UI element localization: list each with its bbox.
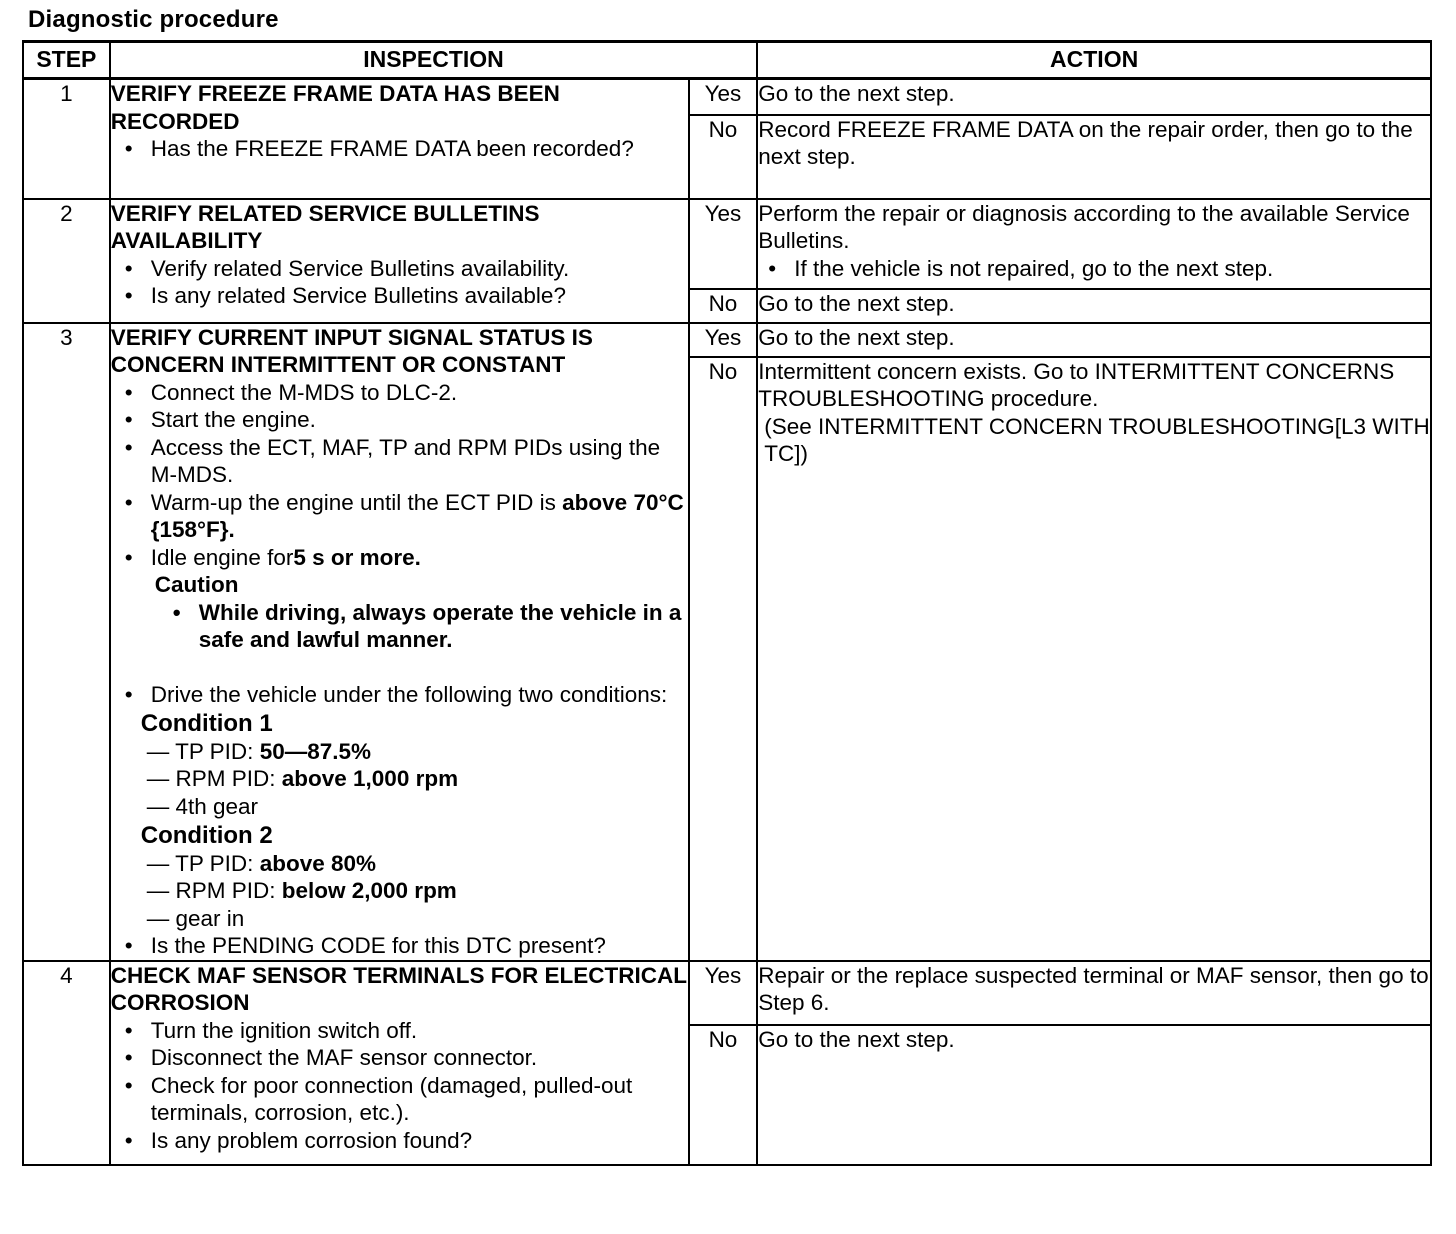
inspection-bullet: • Disconnect the MAF sensor connector.: [123, 1044, 688, 1072]
step-4-yes-row: [23, 961, 1431, 1025]
step-title: VERIFY CURRENT INPUT SIGNAL STATUS IS CONCERN INTERMITTENT OR CONSTANT: [110, 324, 593, 377]
yes-label: Yes: [689, 323, 758, 357]
condition-1-tp: — TP PID: 50—87.5%: [146, 738, 372, 764]
header-step: STEP: [23, 42, 110, 79]
yes-action: Go to the next step.: [757, 79, 1431, 115]
header-action: ACTION: [757, 42, 1431, 79]
inspection-bullet-final: • Is the PENDING CODE for this DTC present?: [123, 932, 688, 960]
yes-action-subitem: [758, 255, 1430, 283]
step-3-yes-row: [23, 323, 1431, 357]
condition-1-rpm: — RPM PID: above 1,000 rpm: [146, 766, 459, 791]
step-2-yes-row: [23, 199, 1431, 289]
yes-action: Go to the next step.: [757, 323, 1431, 357]
inspection-bullet-warmup: [123, 489, 688, 544]
inspection-bullet: • Access the ECT, MAF, TP and RPM PIDs using the M-MDS.: [123, 434, 688, 489]
no-label: No: [689, 289, 758, 323]
condition-1-label: Condition 1: [140, 710, 273, 737]
inspection-bullet: • Check for poor connection (damaged, pulled-out terminals, corrosion, etc.).: [123, 1072, 688, 1127]
warmup-text: Warm-up the engine until the ECT PID is: [150, 489, 563, 515]
step-3-inspection: [110, 323, 689, 961]
caution-label: Caution: [154, 572, 239, 597]
no-action: Intermittent concern exists. Go to INTERMITTENT CONCERNS TROUBLESHOOTING procedure.: [758, 358, 1395, 411]
no-action: Go to the next step.: [757, 289, 1431, 323]
yes-action-cell: [757, 199, 1431, 289]
yes-action: Perform the repair or diagnosis according to the available Service Bulletins.: [758, 200, 1410, 253]
inspection-bullet: • Is any problem corrosion found?: [123, 1127, 688, 1155]
inspection-bullet-drive: • Drive the vehicle under the following two conditions:: [123, 681, 688, 709]
yes-label: Yes: [689, 79, 758, 115]
step-number: 3: [23, 323, 110, 961]
inspection-bullet: • Is any related Service Bulletins available?: [123, 282, 688, 310]
step-4-inspection: [110, 961, 689, 1165]
step-title: VERIFY FREEZE FRAME DATA HAS BEEN RECORDED: [110, 81, 560, 134]
step-1-inspection: [110, 79, 689, 199]
no-action-reference: (See INTERMITTENT CONCERN TROUBLESHOOTING[L3 WITH TC]): [764, 413, 1430, 466]
step-2-inspection: [110, 199, 689, 323]
inspection-bullet: • Start the engine.: [123, 406, 688, 434]
no-action-cell: [757, 357, 1431, 961]
inspection-bullet: • Verify related Service Bulletins availability.: [123, 255, 688, 283]
condition-2-rpm: — RPM PID: below 2,000 rpm: [146, 878, 457, 903]
step-number: 4: [23, 961, 110, 1165]
caution-text: • While driving, always operate the vehicle in a safe and lawful manner.: [171, 599, 688, 654]
yes-action-bullet: If the vehicle is not repaired, go to the next step.: [794, 255, 1274, 281]
page-title: Diagnostic procedure: [28, 6, 279, 33]
yes-label: Yes: [689, 961, 758, 1025]
step-number: 2: [23, 199, 110, 323]
inspection-bullet: • Connect the M-MDS to DLC-2.: [123, 379, 688, 407]
no-label: No: [689, 357, 758, 961]
condition-2-label: Condition 2: [140, 822, 273, 849]
no-action: Record FREEZE FRAME DATA on the repair order, then go to the next step.: [757, 115, 1431, 199]
inspection-bullet-idle: [123, 544, 688, 572]
step-title: CHECK MAF SENSOR TERMINALS FOR ELECTRICAL CORROSION: [110, 962, 687, 1015]
bullet-icon: •: [768, 255, 777, 281]
table-header-row: [23, 42, 1431, 79]
no-label: No: [689, 1025, 758, 1165]
diagnostic-table: [22, 40, 1432, 1166]
no-action: Go to the next step.: [757, 1025, 1431, 1165]
condition-2-gear: — gear in: [146, 905, 245, 931]
no-label: No: [689, 115, 758, 199]
header-inspection: INSPECTION: [110, 42, 758, 79]
inspection-bullet: • Has the FREEZE FRAME DATA been recorded?: [123, 135, 688, 163]
yes-action: Repair or the replace suspected terminal or MAF sensor, then go to Step 6.: [757, 961, 1431, 1025]
inspection-bullet: • Turn the ignition switch off.: [123, 1017, 688, 1045]
step-1-yes-row: [23, 79, 1431, 115]
condition-1-gear: — 4th gear: [146, 793, 259, 819]
condition-2-tp: — TP PID: above 80%: [146, 850, 376, 876]
idle-text: Idle engine for: [150, 544, 294, 570]
warmup-temperature: above 70°C {158°F}.: [150, 489, 684, 542]
step-number: 1: [23, 79, 110, 199]
step-title: VERIFY RELATED SERVICE BULLETINS AVAILABILITY: [110, 200, 540, 253]
yes-label: Yes: [689, 199, 758, 289]
idle-duration: 5 s or more.: [293, 544, 421, 570]
